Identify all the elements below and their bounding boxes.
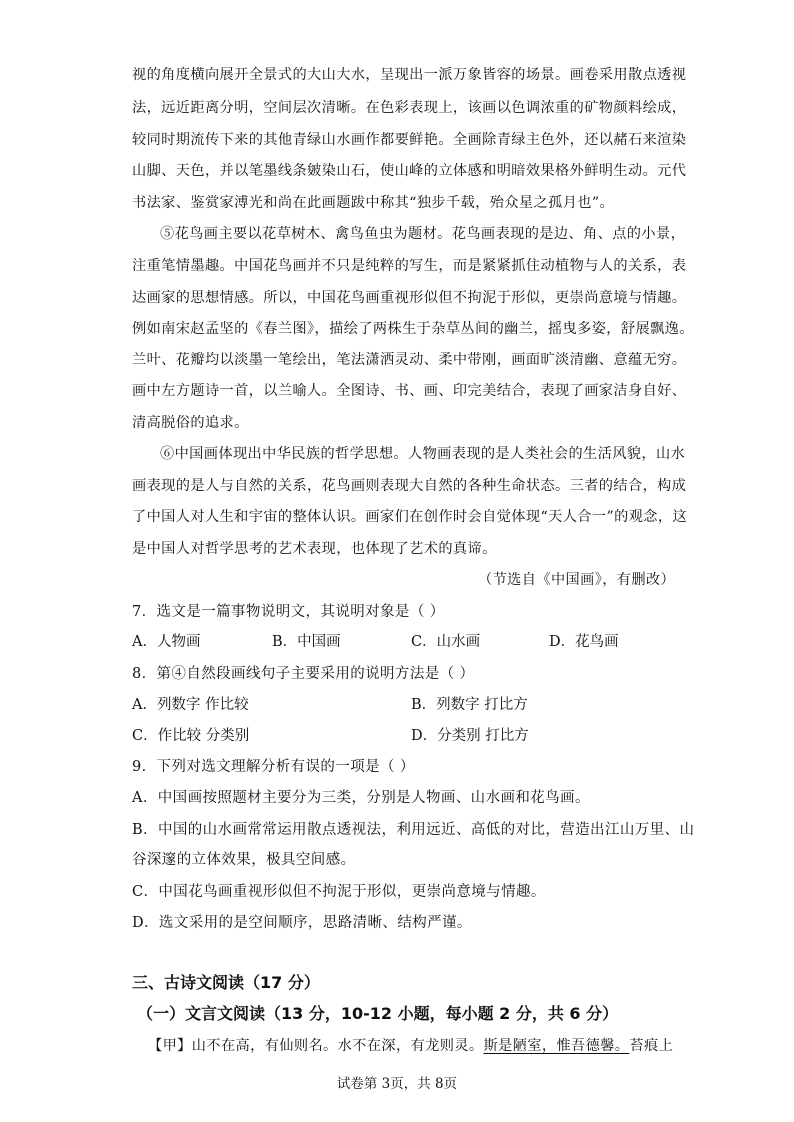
underlined-sentence: 斯是陋室，惟吾德馨。	[483, 1038, 630, 1054]
question-7-options	[132, 632, 652, 652]
jia-text: 【甲】山不在高，有仙则名。水不在深，有龙则灵。	[148, 1038, 484, 1054]
passage-line: 视的角度横向展开全景式的大山大水，呈现出一派万象皆容的场景。画卷采用散点透视	[132, 67, 687, 83]
option-d[interactable]: D．花鸟画	[549, 634, 619, 650]
passage-line: 清高脱俗的追求。	[132, 415, 249, 431]
option-c[interactable]: C．山水画	[411, 634, 481, 650]
passage-line: 法，远近距离分明，空间层次清晰。在色彩表现上，该画以色调浓重的矿物颜料绘成，	[132, 100, 687, 116]
passage-line: 注重笔情墨趣。中国花鸟画并不只是纯粹的写生，而是紧紧抓住动植物与人的关系，表	[132, 258, 687, 274]
option-a[interactable]: A．列数字 作比较	[132, 697, 249, 713]
question-8-stem: 8．第④自然段画线句子主要采用的说明方法是（ ）	[132, 666, 475, 682]
passage-line: 书法家、鉴赏家溥光和尚在此画题跋中称其“独步千载，殆众星之孤月也”。	[132, 195, 615, 211]
option-d[interactable]: D．选文采用的是空间顺序，思路清晰、结构严谨。	[132, 915, 472, 931]
option-a[interactable]: A．中国画按照题材主要分为三类，分别是人物画、山水画和花鸟画。	[132, 790, 590, 806]
passage-line: 了中国人对人生和宇宙的整体认识。画家们在创作时会自觉体现“天人合一”的观念，这	[132, 509, 688, 525]
section-title: 三、古诗文阅读（17 分）	[132, 973, 320, 992]
option-b-continued[interactable]: 谷深邃的立体效果，极具空间感。	[132, 852, 356, 868]
passage-line: 山脚、天色，并以笔墨线条皴染山石，使山峰的立体感和明暗效果格外鲜明生动。元代	[132, 163, 687, 179]
passage-line: ⑤花鸟画主要以花草树木、禽鸟鱼虫为题材。花鸟画表现的是边、角、点的小景，	[160, 226, 686, 242]
source-note: （节选自《中国画》，有删改）	[478, 572, 676, 588]
question-8-options-row2	[132, 726, 652, 746]
option-a[interactable]: A．人物画	[132, 634, 201, 650]
option-c[interactable]: C．中国花鸟画重视形似但不拘泥于形似，更崇尚意境与情趣。	[132, 884, 546, 900]
option-b[interactable]: B．中国的山水画常常运用散点透视法，利用远近、高低的对比，营造出江山万里、山	[132, 822, 695, 838]
passage-line: 画中左方题诗一首，以兰喻人。全图诗、书、画、印完美结合，表现了画家洁身自好、	[132, 383, 687, 399]
question-8-options-row1	[132, 695, 652, 715]
passage-line: ⑥中国画体现出中华民族的哲学思想。人物画表现的是人类社会的生活风貌，山水	[160, 446, 686, 462]
question-7-stem: 7．选文是一篇事物说明文，其说明对象是（ ）	[132, 604, 445, 620]
jia-text-tail: 苔痕上	[629, 1038, 674, 1054]
page-footer: 试卷第 3页，共 8页	[336, 1076, 458, 1092]
classical-text-jia	[148, 1036, 674, 1056]
passage-line: 兰叶、花瓣均以淡墨一笔绘出，笔法潇洒灵动、柔中带刚，画面旷淡清幽、意蕴无穷。	[132, 352, 687, 368]
option-b[interactable]: B．列数字 打比方	[411, 697, 528, 713]
subsection-title: （一）文言文阅读（13 分，10-12 小题，每小题 2 分，共 6 分）	[137, 1004, 619, 1023]
passage-line: 画表现的是人与自然的关系，花鸟画则表现大自然的各种生命状态。三者的结合，构成	[132, 478, 687, 494]
option-b[interactable]: B．中国画	[272, 634, 341, 650]
passage-line: 例如南宋赵孟坚的《春兰图》，描绘了两株生于杂草丛间的幽兰，摇曳多姿，舒展飘逸。	[132, 321, 694, 337]
option-d[interactable]: D．分类别 打比方	[411, 728, 529, 744]
passage-line: 达画家的思想情感。所以，中国花鸟画重视形似但不拘泥于形似，更崇尚意境与情趣。	[132, 290, 687, 306]
passage-line: 是中国人对哲学思考的艺术表现，也体现了艺术的真谛。	[132, 541, 497, 557]
option-c[interactable]: C．作比较 分类别	[132, 728, 250, 744]
question-9-stem: 9．下列对选文理解分析有误的一项是（ ）	[132, 759, 415, 775]
passage-line: 较同时期流传下来的其他青绿山水画作都要鲜艳。全画除青绿主色外，还以赭石来渲染	[132, 132, 687, 148]
